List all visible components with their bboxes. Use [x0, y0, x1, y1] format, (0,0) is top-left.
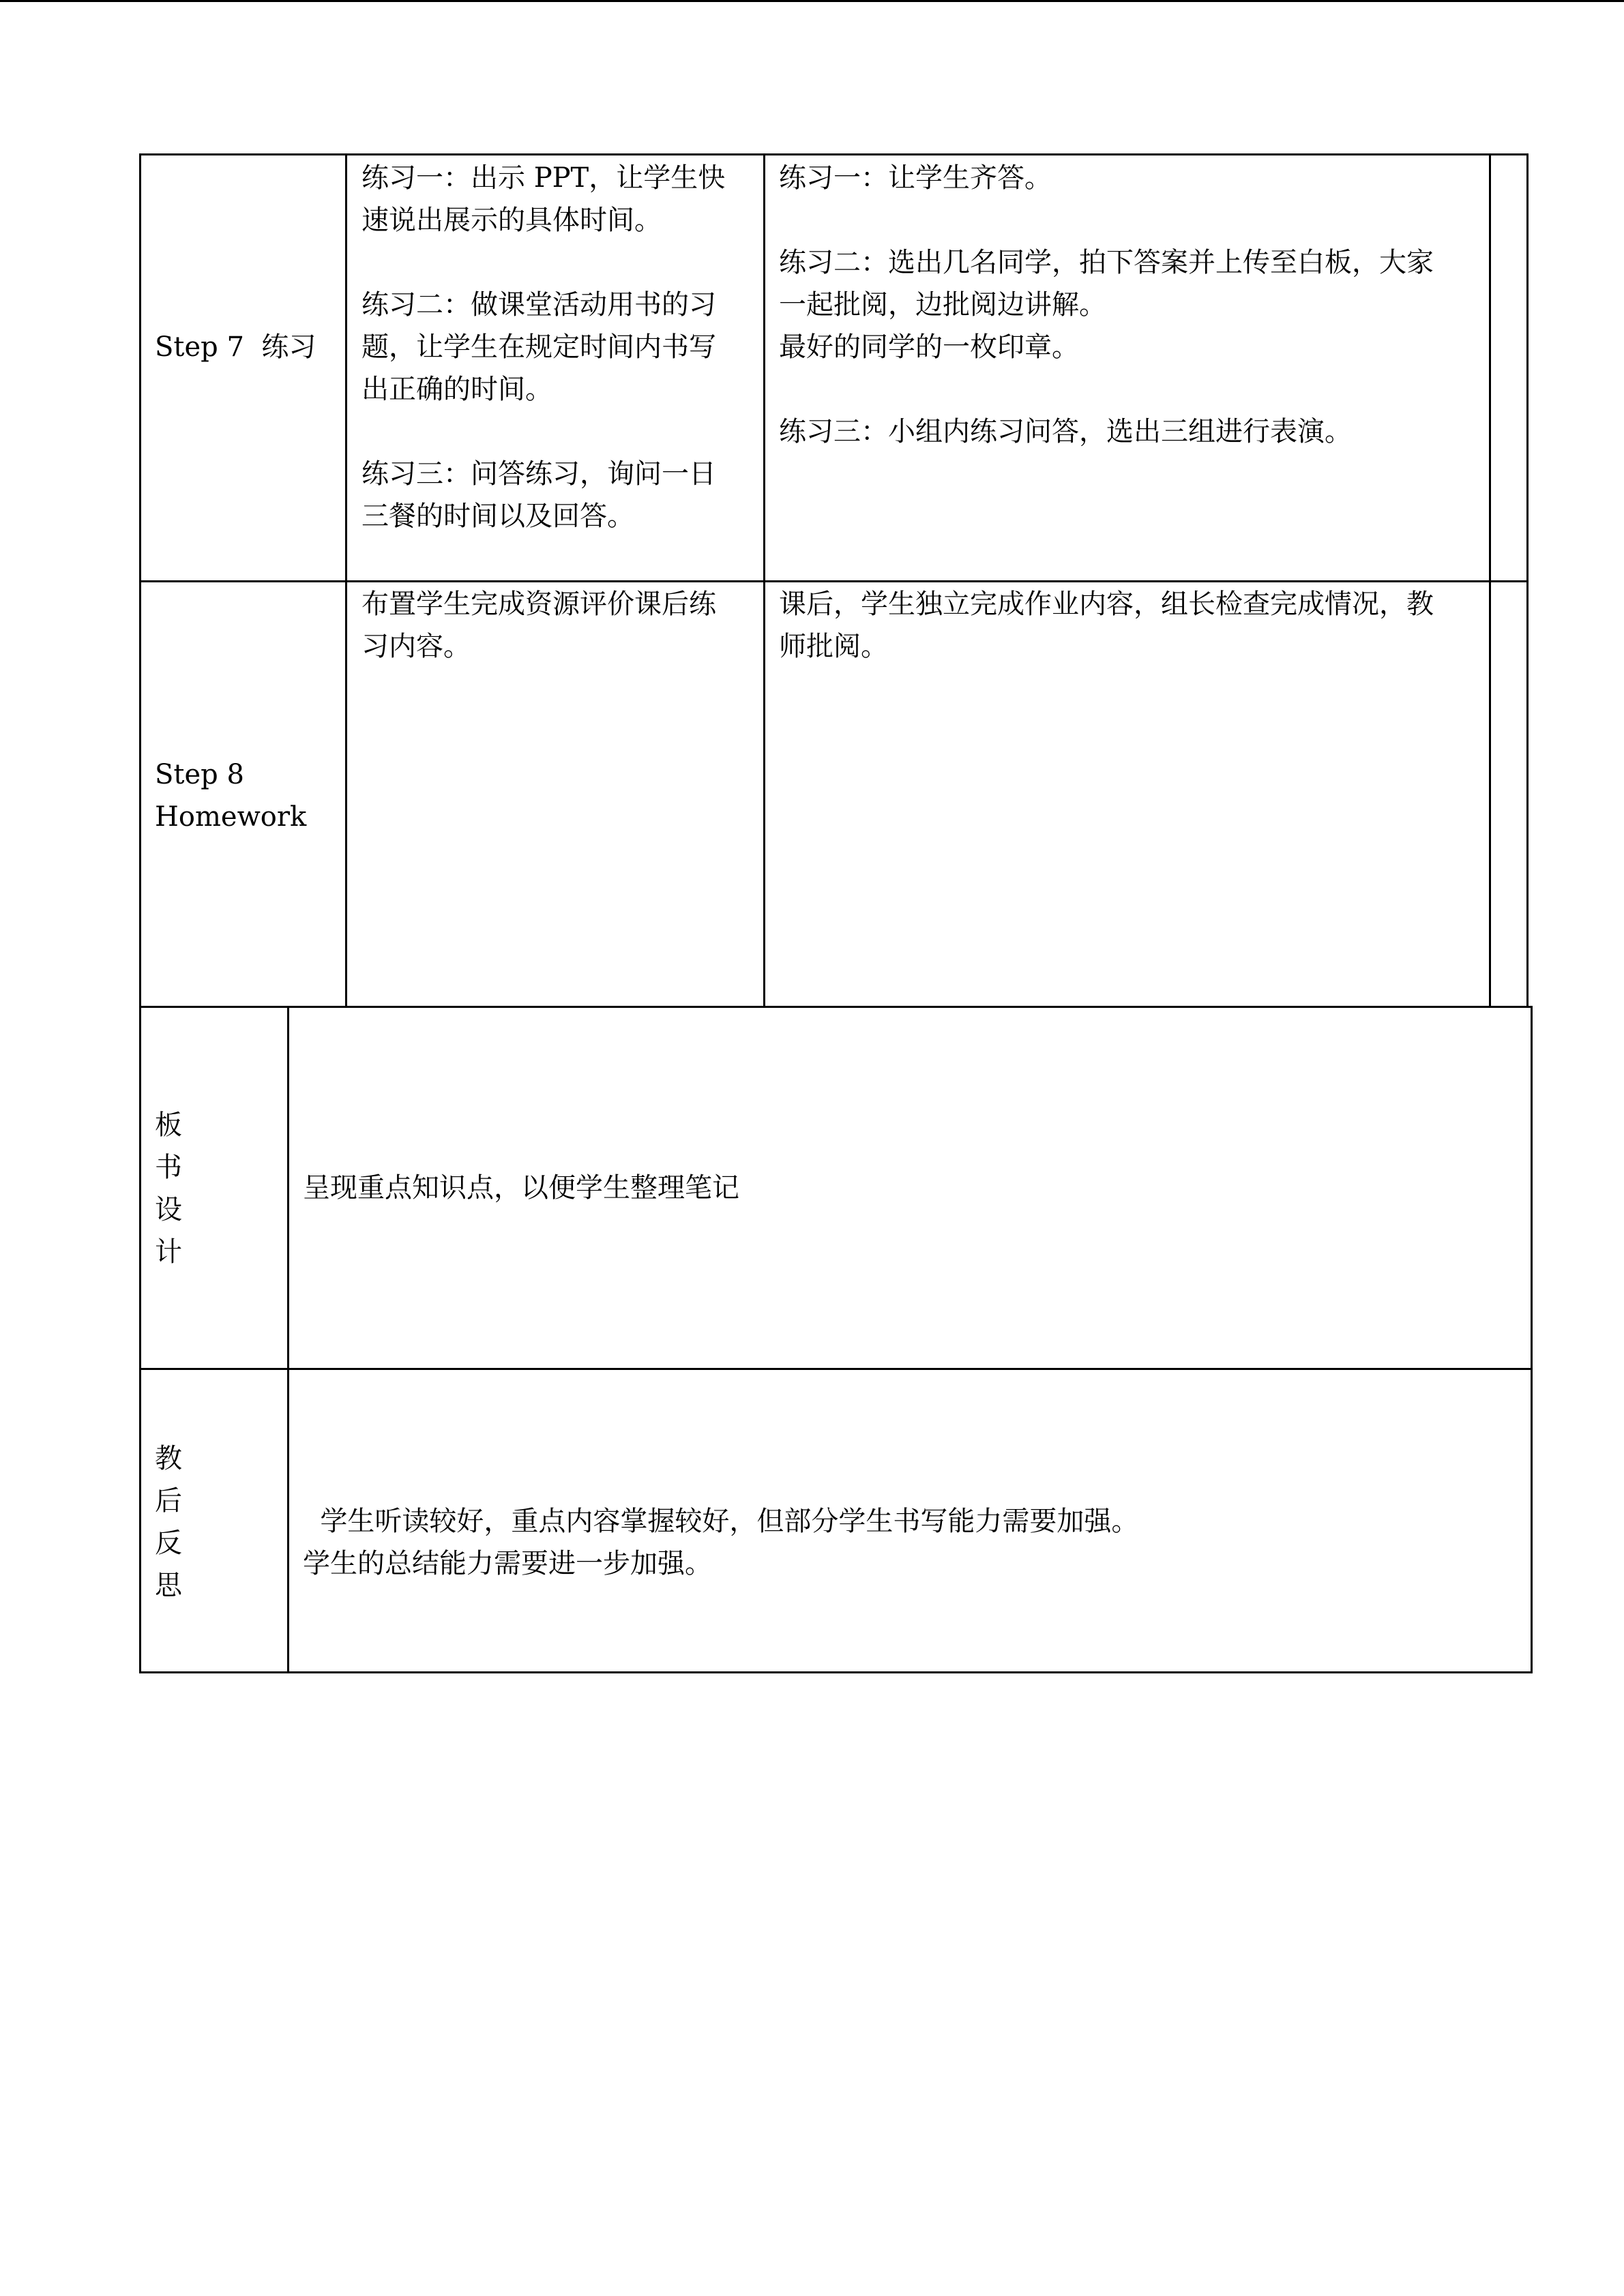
- label-char: 计: [155, 1236, 182, 1268]
- text-line: 一起批阅，边批阅边讲解。: [779, 289, 1106, 320]
- label-char: 教: [155, 1443, 182, 1474]
- text-line: 练习三：问答练习，询问一日: [361, 458, 716, 490]
- text-line: 课后，学生独立完成作业内容，组长检查完成情况，教: [779, 588, 1434, 620]
- reflection-label: [155, 1437, 209, 1607]
- step7-student-cell: [779, 157, 1487, 453]
- board-design-content: 呈现重点知识点，以便学生整理笔记: [303, 1172, 739, 1204]
- label-char: 思: [155, 1570, 182, 1601]
- step8-student-cell: [779, 583, 1487, 668]
- step8-label-cell: [155, 754, 342, 838]
- text-line: 学生听读较好，重点内容掌握较好，但部分学生书写能力需要加强。: [303, 1506, 1139, 1537]
- text-line: 练习二：做课堂活动用书的习: [361, 289, 716, 320]
- label-char: 反: [155, 1527, 182, 1559]
- table-border-bottom: [139, 1671, 1533, 1673]
- reflection-content-cell: [303, 1500, 1524, 1585]
- col-divider: [1489, 153, 1491, 1008]
- table-border-top: [139, 153, 1529, 155]
- row-divider: [139, 580, 1529, 582]
- step8-label: Homework: [155, 801, 307, 833]
- text-line: 出正确的时间。: [361, 374, 552, 405]
- text-line: [779, 199, 1487, 241]
- text-line: [361, 411, 761, 453]
- text-line: 题，让学生在规定时间内书写: [361, 331, 716, 363]
- col-divider: [1526, 153, 1529, 1008]
- table-border-bottom: [139, 1006, 1533, 1008]
- col-divider: [287, 1006, 289, 1673]
- text-line: 三餐的时间以及回答。: [361, 501, 634, 532]
- col-divider: [345, 153, 347, 1008]
- col-divider: [139, 153, 141, 1008]
- board-design-label: [155, 1104, 209, 1273]
- page-top-border: [0, 0, 1624, 2]
- text-line: 练习一：让学生齐答。: [779, 162, 1052, 194]
- col-divider: [1531, 1006, 1533, 1673]
- text-line: 最好的同学的一枚印章。: [779, 331, 1079, 363]
- label-char: 书: [155, 1152, 182, 1183]
- step7-label: Step 7 练习: [155, 331, 316, 363]
- text-line: 学生的总结能力需要进一步加强。: [303, 1548, 712, 1579]
- text-line: [779, 368, 1487, 411]
- text-line: [361, 241, 761, 284]
- step7-teacher-cell: [361, 157, 761, 537]
- text-line: 速说出展示的具体时间。: [361, 205, 662, 236]
- board-design-content-cell: [303, 1167, 1524, 1209]
- label-char: 后: [155, 1485, 182, 1517]
- step8-teacher-cell: [361, 583, 761, 668]
- col-divider: [763, 153, 765, 1008]
- row-divider: [139, 1368, 1533, 1370]
- col-divider: [139, 1006, 141, 1673]
- text-line: 练习一：出示 PPT，让学生快: [361, 162, 726, 194]
- step7-label-cell: [155, 326, 342, 368]
- label-char: 设: [155, 1194, 182, 1225]
- text-line: 习内容。: [361, 631, 471, 662]
- text-line: 练习二：选出几名同学，拍下答案并上传至白板，大家: [779, 247, 1434, 278]
- text-line: 布置学生完成资源评价课后练: [361, 588, 716, 620]
- text-line: 师批阅。: [779, 631, 888, 662]
- step8-label: Step 8: [155, 759, 244, 790]
- text-line: 练习三：小组内练习问答，选出三组进行表演。: [779, 416, 1352, 447]
- label-char: 板: [155, 1109, 182, 1141]
